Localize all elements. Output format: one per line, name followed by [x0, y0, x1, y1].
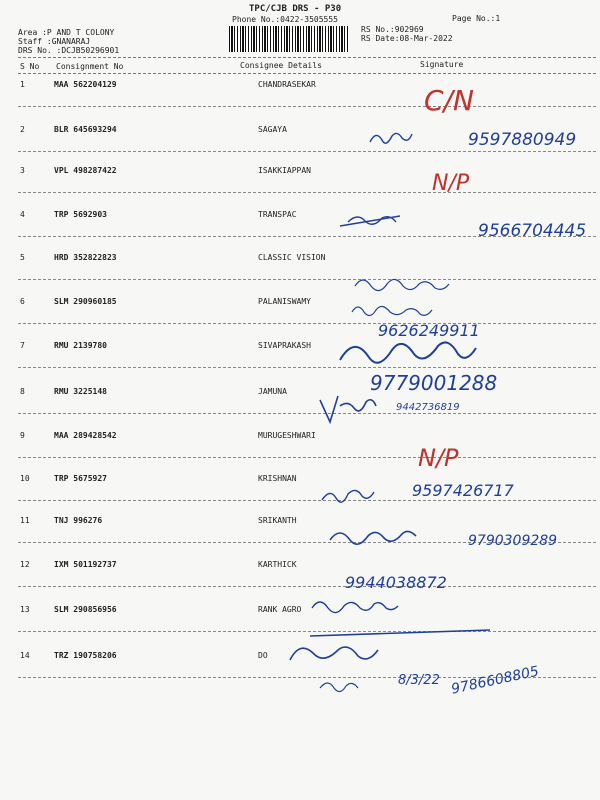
- row-sno: 9: [20, 431, 25, 440]
- staff-label: Staff :GNANARAJ: [18, 37, 91, 46]
- row-sno: 3: [20, 166, 25, 175]
- signature-r4: [340, 216, 400, 226]
- drs-number: DRS No. :DCJB50296901: [18, 46, 120, 55]
- row-sno: 4: [20, 210, 25, 219]
- signature-r7: [340, 342, 476, 362]
- row-consignee: PALANISWAMY: [258, 297, 311, 306]
- signature-r2: [370, 133, 412, 143]
- row-consignment: SLM 290856956: [54, 605, 117, 614]
- signature-r6: [352, 306, 432, 315]
- row-consignee: CLASSIC VISION: [258, 253, 326, 262]
- signature-r8: [320, 396, 376, 422]
- row-consignment: RMU 3225148: [54, 387, 107, 396]
- row-consignment: TRP 5675927: [54, 474, 107, 483]
- row-sno: 11: [20, 516, 30, 525]
- col-consignment: Consignment No: [56, 62, 124, 71]
- row-consignee: JAMUNA: [258, 387, 287, 396]
- area-label: Area :P AND T COLONY: [18, 28, 115, 37]
- col-sno: S No: [20, 62, 40, 71]
- row-consignee: KRISHNAN: [258, 474, 297, 483]
- row-consignment: BLR 645693294: [54, 125, 117, 134]
- row-consignee: TRANSPAC: [258, 210, 297, 219]
- row-consignee: RANK AGRO: [258, 605, 302, 614]
- hand-r14: 9786608805: [449, 663, 541, 698]
- hand-r9: N/P: [418, 444, 459, 472]
- row-sno: 12: [20, 560, 30, 569]
- signature-r11: [330, 531, 416, 544]
- hand-r7: 9779001288: [370, 371, 498, 395]
- hand-r2: 9597880949: [468, 130, 577, 150]
- row-sno: 8: [20, 387, 25, 396]
- row-consignee: SIVAPRAKASH: [258, 341, 311, 350]
- row-consignment: MAA 289428542: [54, 431, 117, 440]
- row-sno: 5: [20, 253, 25, 262]
- hand-r14-date: 8/3/22: [398, 673, 440, 688]
- hand-r1: C/N: [424, 84, 474, 117]
- row-consignment: MAA 562204129: [54, 80, 117, 89]
- row-consignee: CHANDRASEKAR: [258, 80, 316, 89]
- page-number: Page No.:1: [452, 14, 501, 23]
- hand-r6: 9626249911: [378, 321, 480, 340]
- row-consignee: DO: [258, 651, 268, 660]
- row-sno: 2: [20, 125, 25, 134]
- row-consignee: ISAKKIAPPAN: [258, 166, 311, 175]
- row-consignment: TNJ 996276: [54, 516, 103, 525]
- hand-r4: 9566704445: [478, 221, 587, 241]
- col-consignee: Consignee Details: [240, 61, 322, 70]
- rs-date: RS Date:08-Mar-2022: [361, 34, 453, 43]
- row-sno: 1: [20, 80, 25, 89]
- hand-r10: 9597426717: [412, 481, 514, 500]
- row-consignment: VPL 498287422: [54, 166, 117, 175]
- signature-r14: [290, 630, 490, 660]
- signature-r10: [322, 490, 374, 502]
- signature-r5: [355, 279, 449, 290]
- hand-r3: N/P: [432, 171, 470, 196]
- row-consignee: SRIKANTH: [258, 516, 297, 525]
- row-consignment: IXM 501192737: [54, 560, 117, 569]
- row-consignment: TRZ 190758206: [54, 651, 117, 660]
- signature-r14b: [320, 683, 358, 692]
- rs-number: RS No.:902969: [361, 25, 424, 34]
- phone-number: Phone No.:0422-3505555: [232, 15, 338, 24]
- row-sno: 14: [20, 651, 30, 660]
- row-consignee: MURUGESHWARI: [258, 431, 316, 440]
- signature-r13: [312, 602, 398, 613]
- report-title: TPC/CJB DRS - P30: [249, 4, 342, 14]
- row-sno: 7: [20, 341, 25, 350]
- hand-r8: 9442736819: [396, 402, 460, 413]
- row-consignee: KARTHICK: [258, 560, 297, 569]
- row-consignment: HRD 352822823: [54, 253, 117, 262]
- hand-r12: 9944038872: [345, 573, 447, 592]
- row-sno: 6: [20, 297, 25, 306]
- row-consignee: SAGAYA: [258, 125, 287, 134]
- row-sno: 13: [20, 605, 30, 614]
- hand-r11: 9790309289: [468, 533, 558, 549]
- col-signature: Signature: [420, 60, 464, 69]
- row-consignment: RMU 2139780: [54, 341, 107, 350]
- row-consignment: TRP 5692903: [54, 210, 107, 219]
- row-consignment: SLM 290960185: [54, 297, 117, 306]
- row-sno: 10: [20, 474, 30, 483]
